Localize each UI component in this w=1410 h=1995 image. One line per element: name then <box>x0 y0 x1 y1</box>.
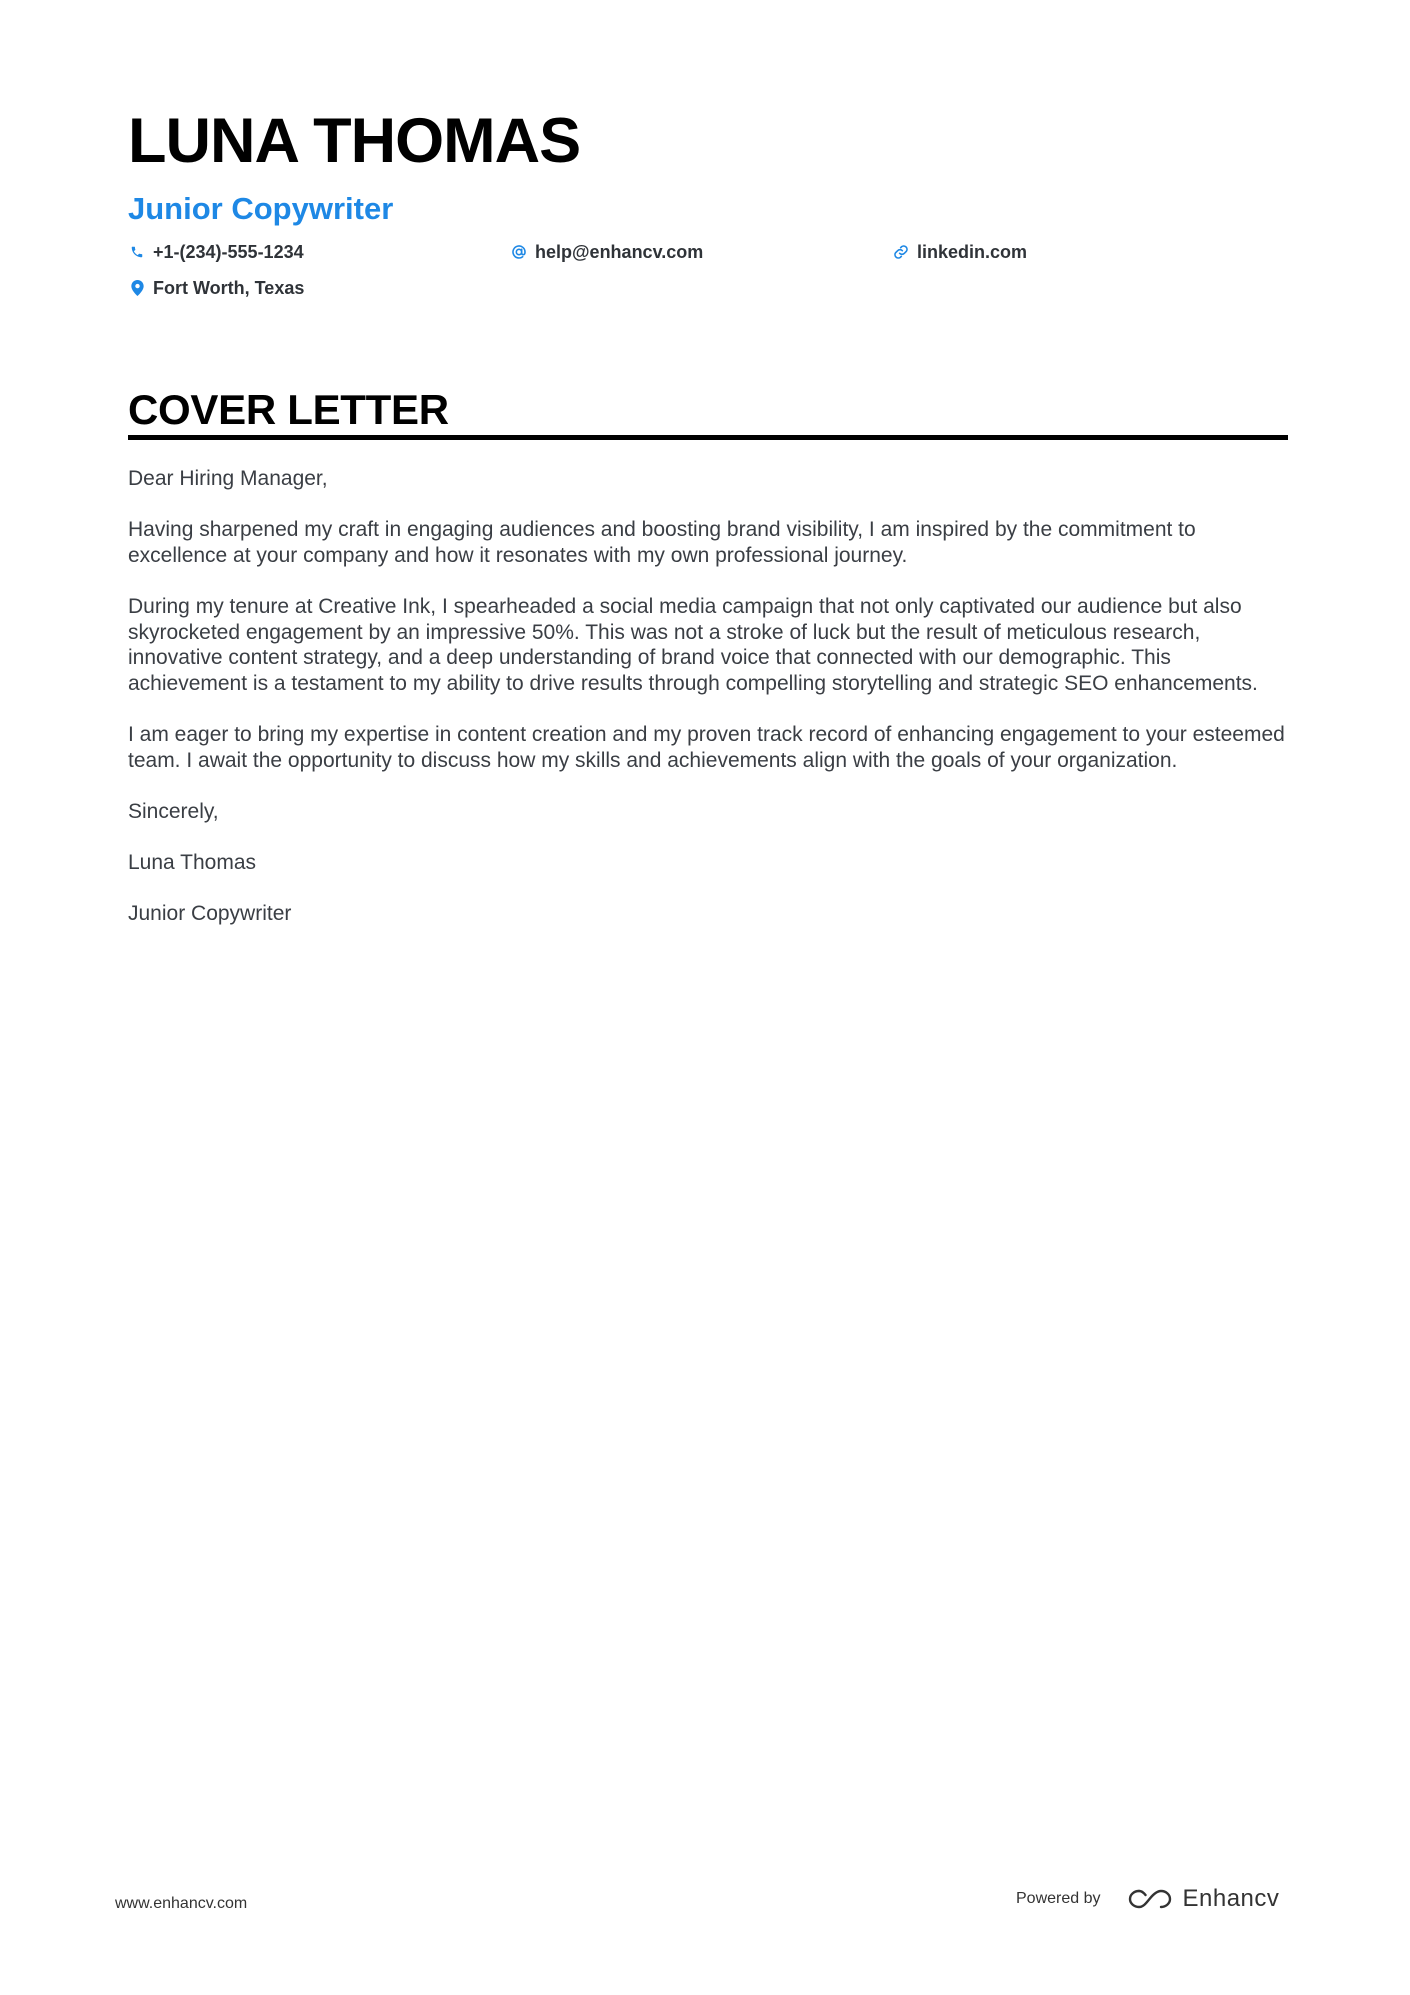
email-text: help@enhancv.com <box>535 242 704 262</box>
link-text: linkedin.com <box>917 242 1028 262</box>
enhancv-logo-icon <box>1127 1887 1173 1911</box>
letter-body <box>128 466 1288 952</box>
link-icon <box>892 243 910 261</box>
footer-branding[interactable] <box>1016 1885 1279 1913</box>
phone-text: +1-(234)-555-1234 <box>153 242 304 262</box>
letter-paragraph: During my tenure at Creative Ink, I spearheaded a social media campaign that not only captivated our audience but also skyrocketed engagement by an impressive 50%. This was not a stroke of luck but the result of meticulous research, innovative content strategy, and a deep understanding of brand voice that connected with our demographic. This achievement is a testament to my ability to drive results through compelling storytelling and strategic SEO enhancements. <box>128 594 1258 695</box>
signature-name: Luna Thomas <box>128 850 257 874</box>
contact-link[interactable] <box>892 243 1027 261</box>
map-pin-icon <box>128 279 146 297</box>
letter-greeting: Dear Hiring Manager, <box>128 467 328 490</box>
applicant-role: Junior Copywriter <box>128 191 394 226</box>
letter-closing: Sincerely, <box>128 799 219 823</box>
phone-icon <box>128 243 146 261</box>
letter-paragraph: I am eager to bring my expertise in content creation and my proven track record of enhancing engagement to your esteemed team. I await the opportunity to discuss how my skills and achievements align with the goals of your organization. <box>128 722 1285 772</box>
section-title: COVER LETTER <box>128 386 449 433</box>
contact-location <box>128 279 304 297</box>
at-icon <box>510 243 528 261</box>
contact-email[interactable] <box>510 243 703 261</box>
signature-title: Junior Copywriter <box>128 902 292 926</box>
contact-phone[interactable] <box>128 243 304 261</box>
applicant-name: LUNA THOMAS <box>128 106 581 176</box>
section-divider <box>128 435 1288 440</box>
location-text: Fort Worth, Texas <box>153 278 305 298</box>
footer-website[interactable]: www.enhancv.com <box>115 1895 248 1912</box>
brand-name: Enhancv <box>1182 1885 1280 1912</box>
letter-paragraph: Having sharpened my craft in engaging audiences and boosting brand visibility, I am inspired by the commitment to excellence at your company and how it resonates with my own professional journey. <box>128 518 1196 567</box>
powered-by-label: Powered by <box>1016 1890 1101 1907</box>
